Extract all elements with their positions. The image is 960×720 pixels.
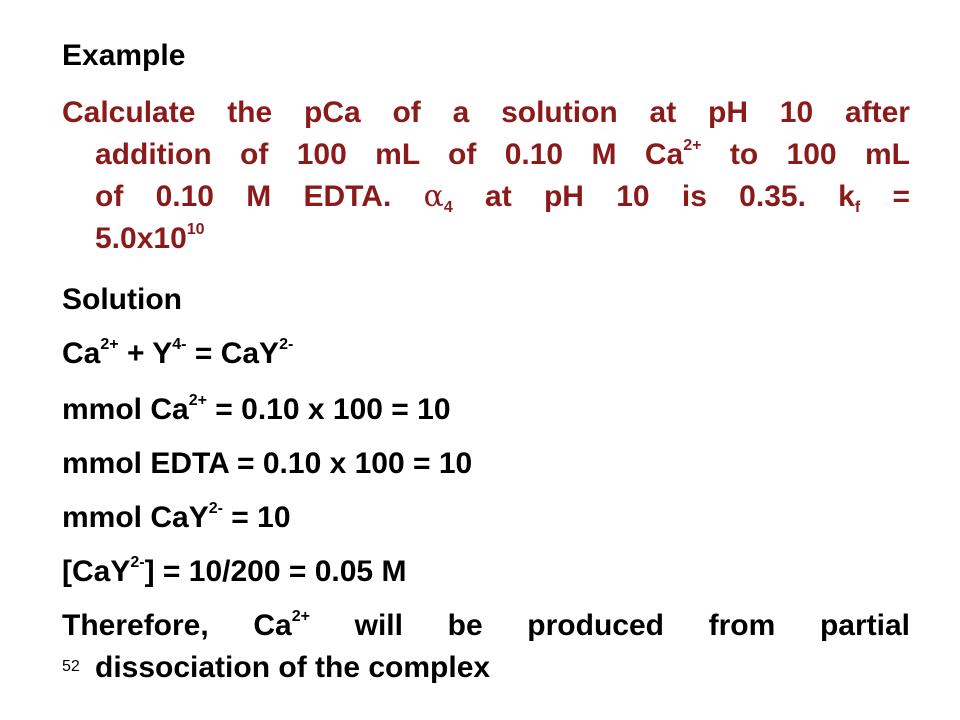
mmol-edta-text: mmol EDTA = 0.10 x 100 = 10 (62, 447, 473, 480)
conc-cay-line (62, 554, 406, 590)
exponent-sup: 10 (186, 221, 205, 238)
problem-line-4 (62, 218, 910, 260)
therefore-paragraph (62, 605, 910, 689)
conc-cay-a: [CaY (62, 555, 131, 588)
reaction-equation (62, 336, 293, 372)
mmol-cay-b: = 10 (222, 501, 291, 534)
eq-y: + Y (118, 337, 173, 370)
therefore-a: Therefore, Ca (62, 609, 292, 642)
mmol-edta-line (62, 446, 472, 482)
mmol-cay-sup: 2- (208, 500, 223, 517)
conc-cay-sup: 2- (130, 554, 145, 571)
problem-line-3-c: = (892, 180, 910, 213)
problem-line-2-a: addition of 100 mL of 0.10 M Ca (95, 138, 684, 171)
conc-cay-b: ] = 10/200 = 0.05 M (144, 555, 407, 588)
solution-heading-text: Solution (62, 283, 182, 316)
eq-y-sup: 4- (172, 336, 187, 353)
mmol-cay-a: mmol CaY (62, 501, 209, 534)
alpha-subscript: 4 (443, 199, 453, 216)
problem-line-3-b: at pH 10 is 0.35. k (485, 180, 855, 213)
alpha-symbol: α (423, 179, 444, 214)
problem-line-1-text: Calculate the pCa of a solution at pH 10 after (62, 96, 910, 129)
mmol-ca-sup: 2+ (188, 392, 207, 409)
mmol-cay-line (62, 500, 291, 536)
therefore-c: dissociation of the complex (95, 651, 491, 684)
therefore-b: will be produced from partial (354, 609, 910, 642)
mmol-ca-b: = 0.10 x 100 = 10 (206, 393, 451, 426)
problem-statement (62, 92, 910, 260)
therefore-sup: 2+ (291, 608, 310, 625)
problem-line-3-a: of 0.10 M EDTA. (95, 180, 392, 213)
problem-line-2-b: to 100 mL (729, 138, 910, 171)
example-heading-text: Example (62, 39, 186, 72)
problem-line-4-a: 5.0x10 (95, 222, 187, 255)
eq-cay-sup: 2- (279, 336, 294, 353)
page-number: 52 (62, 658, 80, 675)
mmol-ca-line (62, 392, 451, 428)
eq-cay: = CaY (186, 337, 280, 370)
example-heading (62, 38, 185, 74)
eq-ca-sup: 2+ (100, 336, 119, 353)
ca-charge-sup: 2+ (683, 137, 702, 154)
problem-line-2 (62, 134, 910, 176)
problem-line-3 (62, 176, 910, 218)
problem-line-1 (62, 92, 910, 134)
kf-subscript: f (854, 199, 861, 216)
solution-heading (62, 282, 182, 318)
mmol-ca-a: mmol Ca (62, 393, 189, 426)
therefore-line-2 (62, 647, 910, 689)
eq-ca: Ca (62, 337, 101, 370)
therefore-line-1 (62, 605, 910, 647)
